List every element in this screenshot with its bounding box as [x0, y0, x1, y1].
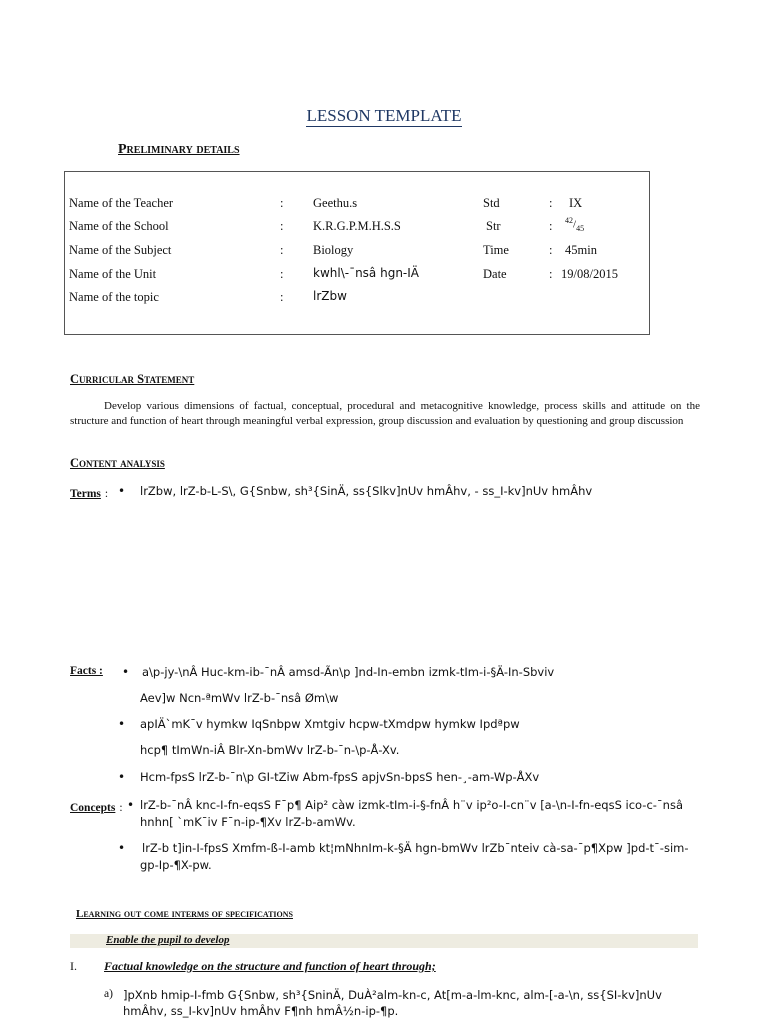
concept-1-line-2: hnhn[ `mK¯iv F¯n-ip-¶Xv lrZ-b-amWv. [140, 815, 356, 829]
std-label: Std [483, 196, 500, 210]
preliminary-details-box [64, 171, 650, 335]
item-a-line-1: ]pXnb hmip-I-fmb G{Snbw, sh³{SninÄ, DuÀ²alm-kn-c, At[m-a-lm-knc, alm-[-a-\n, ss{SI-kv]nUv [123, 988, 662, 1002]
topic-colon: : [280, 290, 284, 304]
strength-colon: : [549, 219, 553, 233]
time-colon: : [549, 243, 553, 257]
terms-label: Terms [70, 488, 101, 500]
terms-separator: : [104, 488, 109, 500]
content-heading: Content analysis [70, 456, 165, 470]
unit-colon: : [280, 267, 284, 281]
std-colon: : [549, 196, 553, 210]
strength-present: 42 [565, 216, 573, 225]
concept-2-bullet: • [118, 841, 126, 855]
concept-1-line-1: lrZ-b-¯nÂ knc-I-fn-eqsS F¯p¶ Aip² càw izmk-tIm-i-§-fnÂ h¨v ip²o-I-cn¨v [a-\n-I-fn-eqsS ico-c-¯nsâ [140, 798, 684, 812]
fact-1-line-1: a\p-jy-\nÂ Huc-km-ib-¯nÂ amsd-Ãn\p ]nd-In-embn izmk-tIm-i-§Ä-In-Sbviv [142, 665, 555, 679]
fact-2-bullet: • [118, 717, 126, 731]
concept-2-line-2: gp-Ip-¶X-pw. [140, 858, 212, 872]
date-value: 19/08/2015 [561, 267, 618, 281]
date-colon: : [549, 267, 553, 281]
terms-text: lrZbw, lrZ-b-L-S\, G{Snbw, sh³{SinÄ, ss{Slkv]nUv hmÂhv, - ss_I-kv]nUv hmÂhv [140, 484, 593, 498]
concepts-separator: : [119, 802, 123, 814]
concepts-label: Concepts [70, 802, 116, 814]
teacher-value: Geethu.s [313, 196, 358, 210]
teacher-colon: : [280, 196, 284, 210]
fact-1-line-2: Aev]w Ncn-ªmWv lrZ-b-¯nsâ Øm\w [140, 691, 339, 705]
item-a-label: a) [104, 988, 113, 1000]
page-title: LESSON TEMPLATE [306, 106, 462, 125]
subject-label: Name of the Subject [69, 243, 172, 257]
enable-text: Enable the pupil to develop [106, 934, 230, 946]
topic-value: lrZbw [313, 289, 347, 303]
fact-3-line-1: Hcm-fpsS lrZ-b-¯n\p GI-tZiw Abm-fpsS apjvSn-bpsS hen-¸-am-Wp-ÅXv [140, 770, 540, 784]
unit-label: Name of the Unit [69, 267, 157, 281]
subject-value: Biology [313, 243, 354, 257]
fact-3-bullet: • [118, 770, 126, 784]
terms-row [70, 484, 108, 502]
curricular-text: Develop various dimensions of factual, conceptual, procedural and metacognitive knowledge, process skills and attitude on the structure and function of heart through meaningful verbal expression, group discussion and evaluation by questioning and group discussion [70, 400, 700, 427]
fact-1-bullet: • [122, 665, 130, 679]
roman-numeral: I. [70, 959, 77, 973]
subject-colon: : [280, 243, 284, 257]
time-label: Time [483, 243, 509, 257]
concept-2-line-1: lrZ-b t]in-I-fpsS Xmfm-ß-I-amb kt¦mNhnIm-k-§Ä hgn-bmWv lrZb¯nteiv cà-sa-¯p¶Xpw ]pd-t¯-sim- [142, 841, 689, 855]
fact-2-line-2: hcp¶ tImWn-iÂ Blr-Xn-bmWv lrZ-b-¯n-\p-Å-Xv. [140, 743, 400, 757]
fact-2-line-1: apIÄ`mK¯v hymkw IqSnbpw Xmtgiv hcpw-tXmdpw hymkw Ipdªpw [140, 717, 520, 731]
strength-value: $^{42}/_{45}$ [565, 216, 585, 233]
teacher-label: Name of the Teacher [69, 196, 174, 210]
topic-label: Name of the topic [69, 290, 159, 304]
factual-knowledge-heading: Factual knowledge on the structure and function of heart through; [104, 959, 436, 973]
item-a-line-2: hmÂhv, ss_I-kv]nUv hmÂhv F¶nh hmÂ½n-ip-¶p. [123, 1004, 399, 1018]
unit-value: kwhl\-¯nsâ hgn-IÄ [313, 266, 420, 280]
enable-band [70, 934, 698, 948]
std-value: IX [569, 196, 583, 210]
concept-1-bullet: • [127, 798, 135, 812]
school-colon: : [280, 219, 284, 233]
school-label: Name of the School [69, 219, 169, 233]
concepts-row [70, 798, 123, 816]
strength-total: 45 [576, 223, 585, 233]
terms-bullet: • [118, 484, 126, 498]
curricular-heading: Curricular Statement [70, 372, 195, 386]
learning-outcome-heading: Learning out come interms of specifications [76, 908, 293, 920]
strength-label: Str [486, 219, 501, 233]
facts-label: Facts : [70, 665, 103, 677]
school-value: K.R.G.P.M.H.S.S [313, 219, 401, 233]
preliminary-heading: Preliminary details [118, 142, 240, 157]
time-value: 45min [565, 243, 597, 257]
date-label: Date [483, 267, 507, 281]
